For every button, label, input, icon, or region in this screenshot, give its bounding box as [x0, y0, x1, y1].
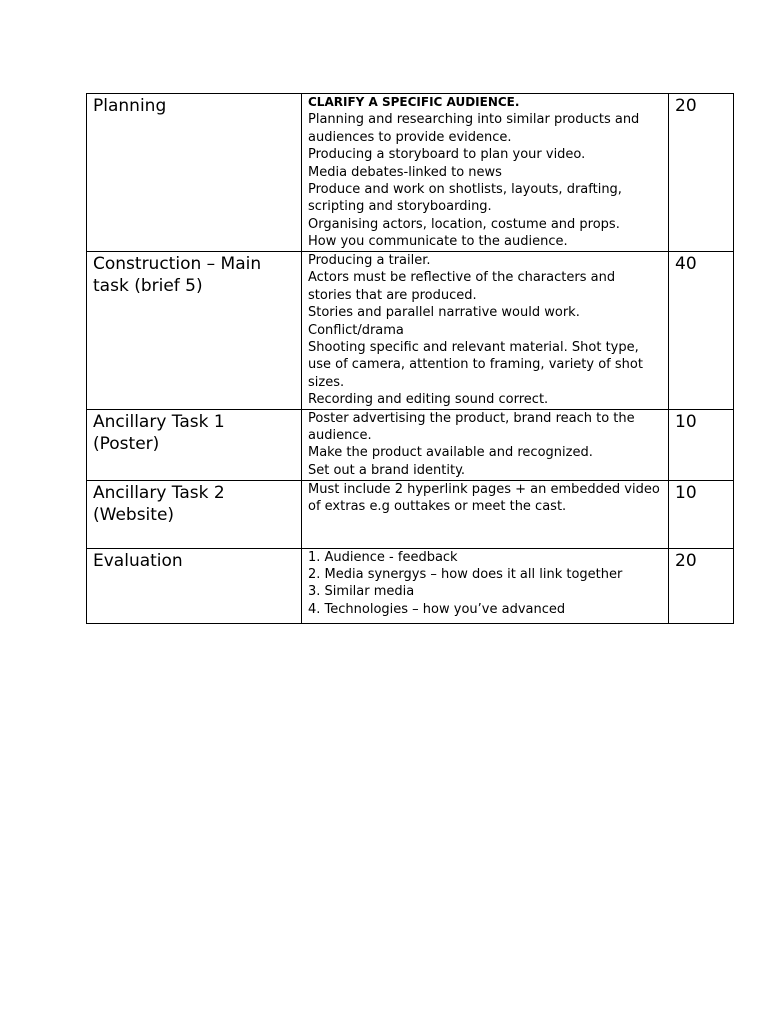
- row-title: Evaluation: [87, 548, 302, 623]
- row-title: Ancillary Task 1 (Poster): [87, 409, 302, 480]
- assessment-table: [86, 93, 734, 624]
- description-line: Make the product available and recognized.: [308, 445, 593, 461]
- description-line: Recording and editing sound correct.: [308, 392, 549, 408]
- row-description: [302, 409, 669, 480]
- description-line: 1. Audience - feedback: [308, 549, 458, 565]
- description-line: CLARIFY A SPECIFIC AUDIENCE.: [308, 95, 520, 109]
- row-mark: 40: [669, 252, 734, 410]
- description-line: Produce and work on shotlists, layouts, drafting, scripting and storyboarding.: [308, 182, 622, 215]
- table-row-evaluation: [87, 548, 734, 623]
- description-line: Media debates-linked to news: [308, 164, 502, 180]
- row-mark: 10: [669, 480, 734, 548]
- description-line: Organising actors, location, costume and props.: [308, 216, 620, 232]
- row-mark: 10: [669, 409, 734, 480]
- row-description: [302, 480, 669, 548]
- description-line: Actors must be reflective of the characters and stories that are produced.: [308, 270, 616, 303]
- row-description: [302, 94, 669, 252]
- description-line: 4. Technologies – how you’ve advanced: [308, 601, 566, 617]
- description-line: Shooting specific and relevant material. Shot type, use of camera, attention to framing, variety of shot sizes.: [308, 340, 643, 390]
- description-line: Must include 2 hyperlink pages + an embedded video of extras e.g outtakes or meet the cast.: [308, 481, 660, 515]
- description-line: Stories and parallel narrative would work.: [308, 305, 580, 321]
- description-line: Poster advertising the product, brand reach to the audience.: [308, 410, 635, 444]
- row-mark: 20: [669, 548, 734, 623]
- description-line: 2. Media synergys – how does it all link together: [308, 567, 623, 583]
- description-line: Conflict/drama: [308, 322, 404, 338]
- description-line: Producing a trailer.: [308, 253, 431, 268]
- table-row-ancillary-poster: [87, 409, 734, 480]
- row-description: [302, 548, 669, 623]
- table-row-construction: [87, 252, 734, 410]
- description-line: Set out a brand identity.: [308, 462, 466, 478]
- row-title: Ancillary Task 2 (Website): [87, 480, 302, 548]
- table-row-planning: [87, 94, 734, 252]
- table-row-ancillary-website: [87, 480, 734, 548]
- row-mark: 20: [669, 94, 734, 252]
- row-description: [302, 252, 669, 410]
- row-title: Construction – Main task (brief 5): [87, 252, 302, 410]
- description-line: Planning and researching into similar products and audiences to provide evidence.: [308, 112, 640, 145]
- description-line: 3. Similar media: [308, 584, 415, 600]
- description-line: How you communicate to the audience.: [308, 234, 568, 250]
- row-title: Planning: [87, 94, 302, 252]
- description-line: Producing a storyboard to plan your video.: [308, 147, 586, 163]
